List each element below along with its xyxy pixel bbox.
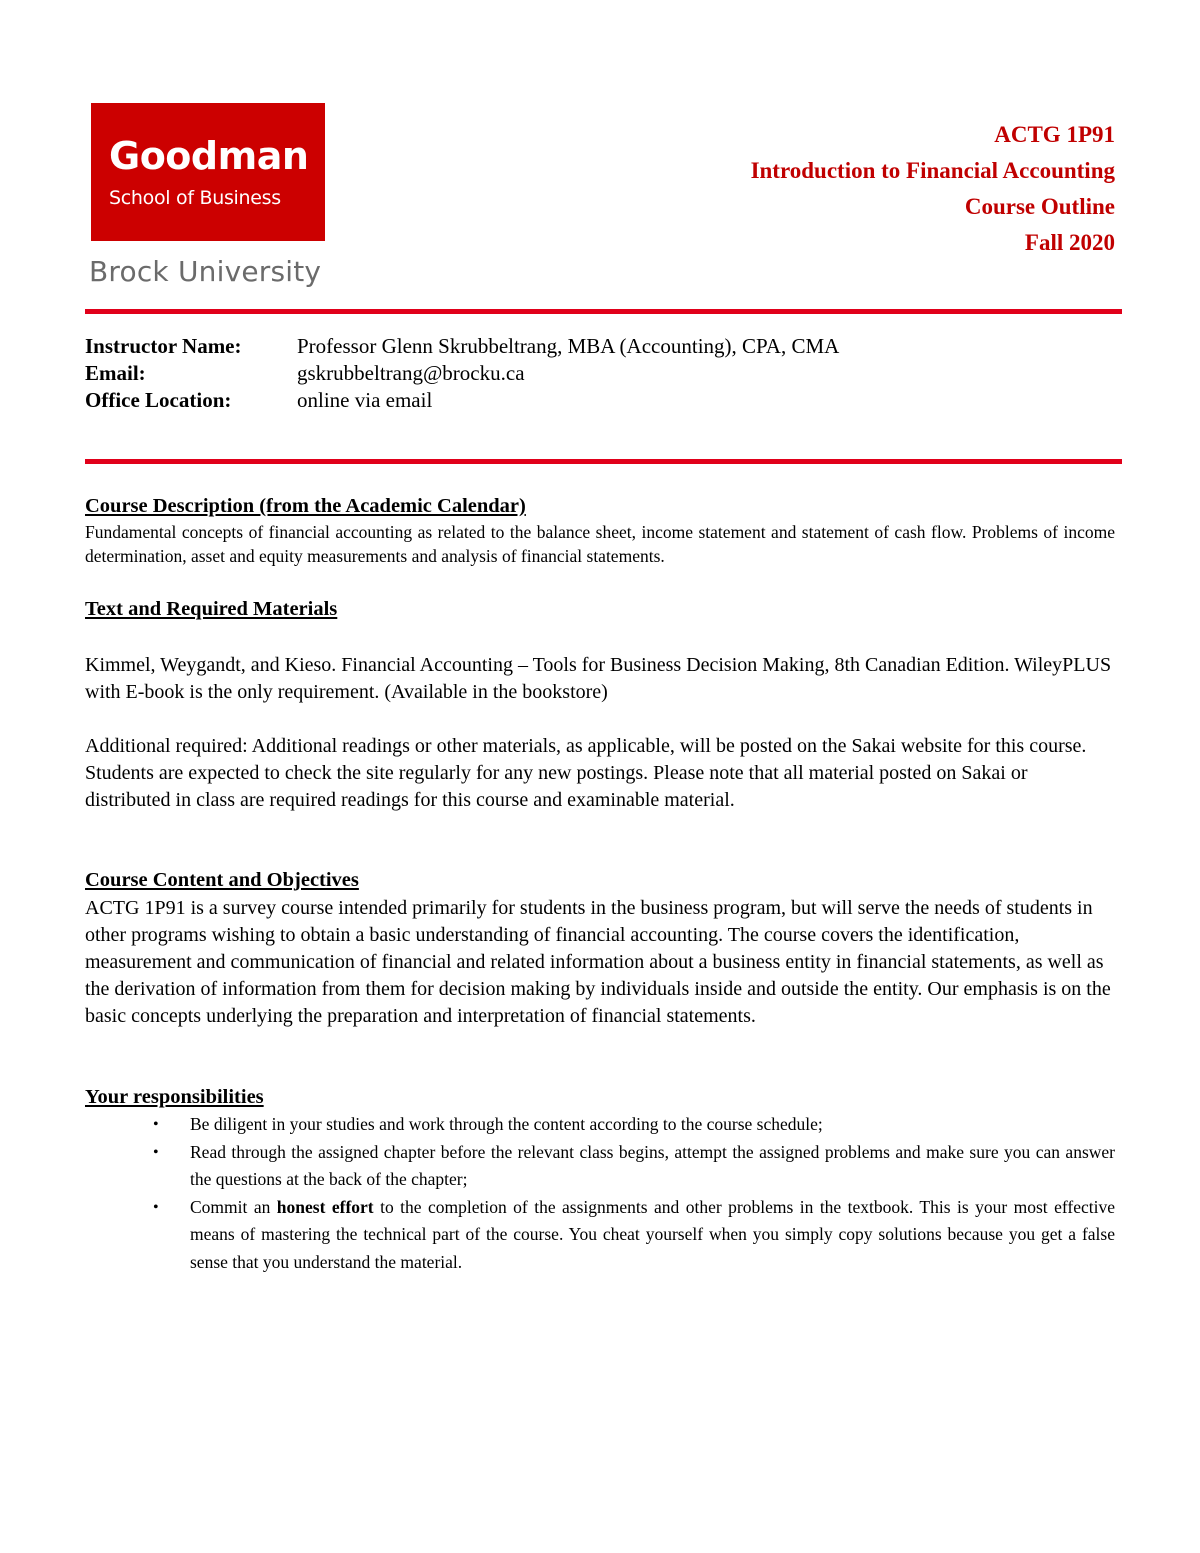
logo-goodman-text: Goodman — [109, 134, 309, 178]
content-objectives-text: ACTG 1P91 is a survey course intended primarily for students in the business program, but will serve the needs of students in other programs wishing to obtain a basic understanding of financial accounting. The course covers the identification, measurement and communication of financial and related information about a business entity in financial statements, as well as the derivation of information from them for decision making by individuals inside and outside the entity. Our emphasis is on the basic concepts underlying the preparation and interpretation of financial statements. — [85, 897, 1111, 1027]
instructor-office-value: online via email — [297, 388, 433, 412]
responsibilities-list — [85, 1111, 1115, 1276]
document-type: Course Outline — [964, 194, 1115, 219]
instructor-office-row — [85, 387, 839, 414]
instructor-email-value[interactable]: gskrubbeltrang@brocku.ca — [297, 361, 525, 385]
list-item — [85, 1111, 1115, 1139]
materials-text-primary: Kimmel, Weygandt, and Kieso. Financial Accounting – Tools for Business Decision Making, 8th Canadian Edition. WileyPLUS with E-book is the only requirement. (Available in the bookstore) — [85, 654, 1112, 703]
list-item — [85, 1139, 1115, 1194]
term: Fall 2020 — [1024, 230, 1115, 255]
instructor-email-label: Email: — [85, 361, 146, 385]
responsibility-emphasis: honest effort — [276, 1196, 374, 1217]
course-title: Introduction to Financial Accounting — [750, 158, 1115, 183]
materials-text-additional: Additional required: Additional readings or other materials, as applicable, will be posted on the Sakai website for this course. Students are expected to check the site regularly for any new postings. Please note that all material posted on Sakai or distributed in class are required readings for this course and examinable material. — [85, 735, 1087, 811]
brock-university-wordmark: Brock University — [89, 255, 322, 288]
instructor-info — [85, 333, 839, 414]
list-item — [85, 1194, 1115, 1277]
course-description-heading: Course Description (from the Academic Calendar) — [85, 495, 526, 517]
instructor-office-label: Office Location: — [85, 388, 232, 412]
responsibility-text: Be diligent in your studies and work through the content according to the course schedule; — [190, 1114, 823, 1134]
content-objectives-heading: Course Content and Objectives — [85, 869, 359, 891]
goodman-logo — [91, 103, 325, 241]
course-code: ACTG 1P91 — [994, 122, 1115, 147]
red-divider-bottom — [85, 459, 1122, 464]
instructor-name-value: Professor Glenn Skrubbeltrang, MBA (Accounting), CPA, CMA — [297, 334, 840, 358]
instructor-name-label: Instructor Name: — [85, 334, 242, 358]
course-header — [751, 117, 1115, 261]
bullet-icon: • — [153, 1198, 159, 1216]
logo-school-text: School of Business — [109, 187, 281, 209]
bullet-icon: • — [153, 1116, 159, 1133]
instructor-email-row — [85, 360, 839, 387]
red-divider-top — [85, 309, 1122, 314]
responsibility-text-post: to the completion of the assignments and other problems in the textbook. This is your most effective means of mastering the technical part of the course. You cheat yourself when you simply copy solutions because you get a false sense that you understand the material. — [190, 1196, 1115, 1272]
responsibility-text: Read through the assigned chapter before the relevant class begins, attempt the assigned problems and make sure you can answer the questions at the back of the chapter; — [190, 1141, 1115, 1189]
instructor-name-row — [85, 333, 839, 360]
responsibilities-heading: Your responsibilities — [85, 1086, 264, 1108]
course-description-text: Fundamental concepts of financial accounting as related to the balance sheet, income statement and statement of cash flow. Problems of income determination, asset and equity measurements and analysis of financial statements. — [85, 522, 1115, 566]
bullet-icon: • — [153, 1143, 159, 1161]
materials-heading: Text and Required Materials — [85, 598, 338, 620]
responsibility-text-pre: Commit an — [190, 1196, 277, 1217]
